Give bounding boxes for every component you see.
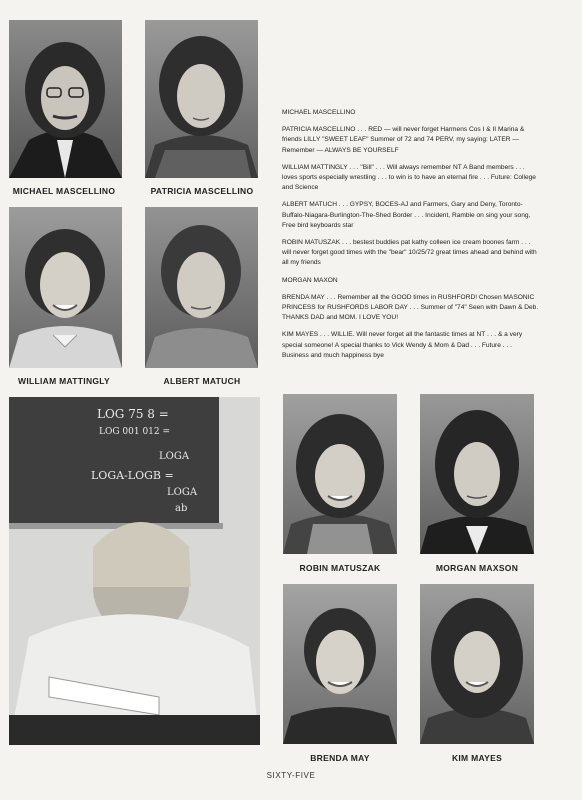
- photo-candid-classroom: [9, 397, 260, 745]
- portrait-figure: [283, 584, 397, 744]
- entry-patricia: PATRICIA MASCELLINO . . . RED — will never forget Harmens Cos I & II Marina & friends LILLY "SWEET LEAF" Summer of 72 and 74 PERV, my saying: LATER — Remember — ALWAYS BE YOURSELF: [282, 126, 525, 154]
- portrait-figure: [420, 394, 534, 554]
- portrait-figure: [145, 20, 258, 178]
- caption-kim: KIM MAYES: [451, 753, 503, 763]
- entry-kim: KIM MAYES . . . WILLIE. Will never forget all the fantastic times at NT . . . & a very special someone! A special thanks to Vick Wendy & Mom & Dad . . . Future . . . Business and much happiness bye: [282, 331, 523, 359]
- photo-brenda-may: [283, 584, 397, 744]
- chalk-line-6: ab: [175, 503, 188, 514]
- chalk-line-2: LOG 001 012 =: [99, 427, 171, 437]
- caption-albert: ALBERT MATUCH: [163, 376, 241, 386]
- page-number: SIXTY-FIVE: [266, 771, 316, 780]
- photo-william-mattingly: [9, 207, 122, 368]
- caption-william: WILLIAM MATTINGLY: [18, 376, 110, 386]
- photo-albert-matuch: [145, 207, 258, 368]
- entry-michael: MICHAEL MASCELLINO: [282, 109, 356, 116]
- chalk-line-4: LOGA-LOGB =: [91, 469, 174, 482]
- caption-brenda: BRENDA MAY: [310, 753, 370, 763]
- portrait-figure: [9, 20, 122, 178]
- caption-robin: ROBIN MATUSZAK: [299, 563, 381, 573]
- chalk-line-1: LOG 75 8 =: [97, 407, 169, 421]
- entry-albert: ALBERT MATUCH . . . GYPSY, BOCES-AJ and Farmers, Gary and Deny, Toronto-Buffalo-Niagara-Burlington-The-Shed Border . . . Incident, Ramble on sing your song, Free bird keyboards star: [282, 201, 531, 229]
- portrait-figure: [283, 394, 397, 554]
- chalk-line-5: LOGA: [167, 487, 198, 498]
- photo-michael-mascellino: [9, 20, 122, 178]
- portrait-figure: [9, 207, 122, 368]
- photo-robin-matuszak: [283, 394, 397, 554]
- chalk-line-3: LOGA: [159, 451, 190, 462]
- photo-patricia-mascellino: [145, 20, 258, 178]
- entry-william: WILLIAM MATTINGLY . . . "Bill" . . . Will always remember NT A Band members . . . loves sports especially wrestling . . . to win is to have an eternal fire . . . Future: College and Science: [282, 163, 536, 192]
- photo-morgan-maxson: [420, 394, 534, 554]
- chalkboard-text: [9, 397, 219, 525]
- caption-michael: MICHAEL MASCELLINO: [12, 186, 116, 196]
- senior-entries: [282, 108, 540, 368]
- portrait-figure: [420, 584, 534, 744]
- caption-patricia: PATRICIA MASCELLINO: [150, 186, 254, 196]
- photo-kim-mayes: [420, 584, 534, 744]
- entry-robin: ROBIN MATUSZAK . . . bestest buddies pat kathy colleen ice cream boones farm . . . will never forget good times with the "bear" 10/25/72 great times ahead and behind with all my friends: [282, 239, 537, 267]
- portrait-figure: [145, 207, 258, 368]
- entry-morgan: MORGAN MAXON: [282, 276, 338, 284]
- entry-brenda: BRENDA MAY . . . Remember all the GOOD times in RUSHFORD! Chosen MASONIC PRINCESS for RUSHFORDS LABOR DAY . . . Summer of "74" Seen with Dawn & Deb. THANKS DAD and MOM. I LOVE YOU!: [282, 293, 539, 322]
- caption-morgan: MORGAN MAXSON: [435, 563, 519, 573]
